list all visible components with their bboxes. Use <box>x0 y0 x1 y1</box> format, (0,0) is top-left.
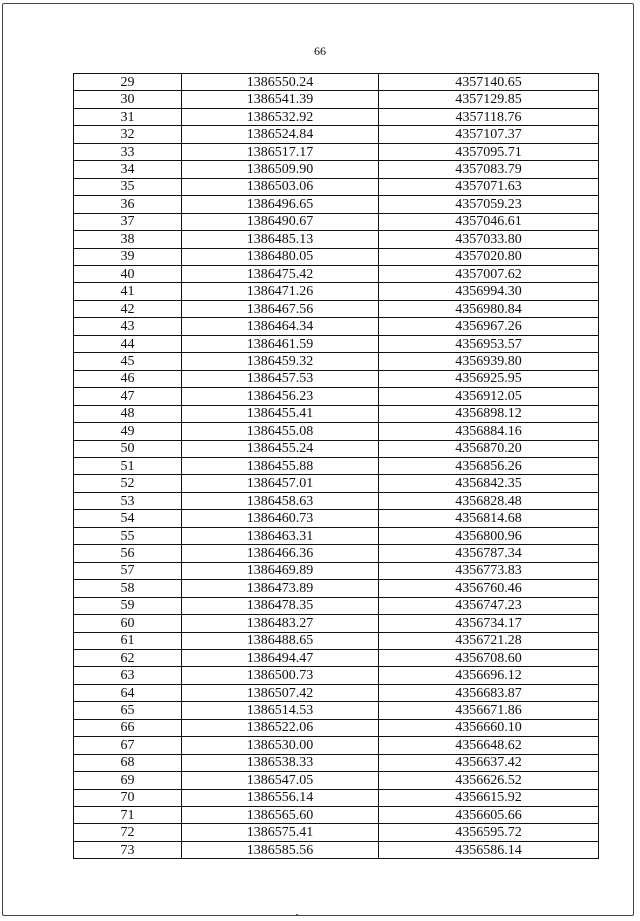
y-coordinate-cell: 4357107.37 <box>379 126 599 143</box>
y-coordinate-cell: 4356856.26 <box>379 457 599 474</box>
table-row <box>74 126 599 143</box>
y-coordinate-cell: 4356884.16 <box>379 423 599 440</box>
y-coordinate-cell: 4356967.26 <box>379 318 599 335</box>
y-coordinate-cell: 4357140.65 <box>379 74 599 91</box>
y-coordinate-cell: 4356828.48 <box>379 492 599 509</box>
x-coordinate-cell: 1386550.24 <box>182 74 379 91</box>
table-row <box>74 667 599 684</box>
point-number-cell: 34 <box>74 161 182 178</box>
y-coordinate-cell: 4356912.05 <box>379 388 599 405</box>
y-coordinate-cell: 4357095.71 <box>379 143 599 160</box>
table-row <box>74 178 599 195</box>
point-number-cell: 73 <box>74 841 182 858</box>
table-row <box>74 527 599 544</box>
table-row <box>74 754 599 771</box>
point-number-cell: 64 <box>74 684 182 701</box>
y-coordinate-cell: 4356595.72 <box>379 824 599 841</box>
x-coordinate-cell: 1386467.56 <box>182 300 379 317</box>
x-coordinate-cell: 1386457.01 <box>182 475 379 492</box>
y-coordinate-cell: 4356605.66 <box>379 807 599 824</box>
point-number-cell: 41 <box>74 283 182 300</box>
point-number-cell: 30 <box>74 91 182 108</box>
table-row <box>74 196 599 213</box>
y-coordinate-cell: 4357129.85 <box>379 91 599 108</box>
table-row <box>74 649 599 666</box>
table-row <box>74 510 599 527</box>
point-number-cell: 59 <box>74 597 182 614</box>
page-number: 66 <box>314 44 326 58</box>
table-row <box>74 108 599 125</box>
point-number-cell: 33 <box>74 143 182 160</box>
y-coordinate-cell: 4356747.23 <box>379 597 599 614</box>
point-number-cell: 42 <box>74 300 182 317</box>
table-row <box>74 213 599 230</box>
table-row <box>74 283 599 300</box>
point-number-cell: 67 <box>74 737 182 754</box>
table-row <box>74 597 599 614</box>
table-row <box>74 702 599 719</box>
point-number-cell: 40 <box>74 265 182 282</box>
y-coordinate-cell: 4356939.80 <box>379 353 599 370</box>
table-row <box>74 318 599 335</box>
x-coordinate-cell: 1386483.27 <box>182 615 379 632</box>
x-coordinate-cell: 1386466.36 <box>182 545 379 562</box>
table-row <box>74 632 599 649</box>
y-coordinate-cell: 4356683.87 <box>379 684 599 701</box>
table-row <box>74 737 599 754</box>
table-row <box>74 719 599 736</box>
table-row <box>74 492 599 509</box>
point-number-cell: 60 <box>74 615 182 632</box>
x-coordinate-cell: 1386575.41 <box>182 824 379 841</box>
table-row <box>74 370 599 387</box>
point-number-cell: 47 <box>74 388 182 405</box>
point-number-cell: 65 <box>74 702 182 719</box>
x-coordinate-cell: 1386471.26 <box>182 283 379 300</box>
point-number-cell: 69 <box>74 772 182 789</box>
y-coordinate-cell: 4356637.42 <box>379 754 599 771</box>
y-coordinate-cell: 4356648.62 <box>379 737 599 754</box>
coordinates-table <box>73 73 599 859</box>
x-coordinate-cell: 1386514.53 <box>182 702 379 719</box>
point-number-cell: 52 <box>74 475 182 492</box>
x-coordinate-cell: 1386469.89 <box>182 562 379 579</box>
x-coordinate-cell: 1386503.06 <box>182 178 379 195</box>
point-number-cell: 48 <box>74 405 182 422</box>
point-number-cell: 53 <box>74 492 182 509</box>
table-row <box>74 300 599 317</box>
point-number-cell: 44 <box>74 335 182 352</box>
x-coordinate-cell: 1386460.73 <box>182 510 379 527</box>
table-row <box>74 824 599 841</box>
y-coordinate-cell: 4357059.23 <box>379 196 599 213</box>
y-coordinate-cell: 4357071.63 <box>379 178 599 195</box>
point-number-cell: 46 <box>74 370 182 387</box>
point-number-cell: 61 <box>74 632 182 649</box>
table-row <box>74 615 599 632</box>
y-coordinate-cell: 4356660.10 <box>379 719 599 736</box>
point-number-cell: 66 <box>74 719 182 736</box>
x-coordinate-cell: 1386490.67 <box>182 213 379 230</box>
y-coordinate-cell: 4356814.68 <box>379 510 599 527</box>
x-coordinate-cell: 1386461.59 <box>182 335 379 352</box>
table-row <box>74 143 599 160</box>
table-row <box>74 405 599 422</box>
table-row <box>74 423 599 440</box>
y-coordinate-cell: 4356586.14 <box>379 841 599 858</box>
point-number-cell: 32 <box>74 126 182 143</box>
x-coordinate-cell: 1386473.89 <box>182 580 379 597</box>
point-number-cell: 68 <box>74 754 182 771</box>
x-coordinate-cell: 1386457.53 <box>182 370 379 387</box>
x-coordinate-cell: 1386464.34 <box>182 318 379 335</box>
y-coordinate-cell: 4356734.17 <box>379 615 599 632</box>
x-coordinate-cell: 1386509.90 <box>182 161 379 178</box>
y-coordinate-cell: 4356721.28 <box>379 632 599 649</box>
x-coordinate-cell: 1386485.13 <box>182 231 379 248</box>
x-coordinate-cell: 1386494.47 <box>182 649 379 666</box>
y-coordinate-cell: 4356671.86 <box>379 702 599 719</box>
x-coordinate-cell: 1386480.05 <box>182 248 379 265</box>
point-number-cell: 54 <box>74 510 182 527</box>
coordinates-table-body <box>74 74 599 859</box>
point-number-cell: 50 <box>74 440 182 457</box>
point-number-cell: 57 <box>74 562 182 579</box>
x-coordinate-cell: 1386496.65 <box>182 196 379 213</box>
y-coordinate-cell: 4357033.80 <box>379 231 599 248</box>
x-coordinate-cell: 1386556.14 <box>182 789 379 806</box>
x-coordinate-cell: 1386459.32 <box>182 353 379 370</box>
point-number-cell: 43 <box>74 318 182 335</box>
point-number-cell: 37 <box>74 213 182 230</box>
point-number-cell: 63 <box>74 667 182 684</box>
x-coordinate-cell: 1386500.73 <box>182 667 379 684</box>
y-coordinate-cell: 4356696.12 <box>379 667 599 684</box>
y-coordinate-cell: 4356615.92 <box>379 789 599 806</box>
point-number-cell: 70 <box>74 789 182 806</box>
y-coordinate-cell: 4356925.95 <box>379 370 599 387</box>
point-number-cell: 45 <box>74 353 182 370</box>
x-coordinate-cell: 1386478.35 <box>182 597 379 614</box>
y-coordinate-cell: 4356898.12 <box>379 405 599 422</box>
x-coordinate-cell: 1386530.00 <box>182 737 379 754</box>
table-row <box>74 353 599 370</box>
point-number-cell: 35 <box>74 178 182 195</box>
x-coordinate-cell: 1386488.65 <box>182 632 379 649</box>
table-row <box>74 457 599 474</box>
table-row <box>74 265 599 282</box>
x-coordinate-cell: 1386455.88 <box>182 457 379 474</box>
table-row <box>74 545 599 562</box>
y-coordinate-cell: 4356760.46 <box>379 580 599 597</box>
point-number-cell: 51 <box>74 457 182 474</box>
point-number-cell: 72 <box>74 824 182 841</box>
y-coordinate-cell: 4357007.62 <box>379 265 599 282</box>
x-coordinate-cell: 1386455.24 <box>182 440 379 457</box>
y-coordinate-cell: 4356980.84 <box>379 300 599 317</box>
y-coordinate-cell: 4356800.96 <box>379 527 599 544</box>
table-row <box>74 91 599 108</box>
table-row <box>74 841 599 858</box>
x-coordinate-cell: 1386547.05 <box>182 772 379 789</box>
table-row <box>74 807 599 824</box>
table-row <box>74 161 599 178</box>
point-number-cell: 49 <box>74 423 182 440</box>
y-coordinate-cell: 4356842.35 <box>379 475 599 492</box>
table-row <box>74 562 599 579</box>
x-coordinate-cell: 1386456.23 <box>182 388 379 405</box>
x-coordinate-cell: 1386475.42 <box>182 265 379 282</box>
table-row <box>74 74 599 91</box>
table-row <box>74 248 599 265</box>
x-coordinate-cell: 1386517.17 <box>182 143 379 160</box>
scan-speck <box>296 914 298 916</box>
x-coordinate-cell: 1386458.63 <box>182 492 379 509</box>
point-number-cell: 38 <box>74 231 182 248</box>
y-coordinate-cell: 4356773.83 <box>379 562 599 579</box>
point-number-cell: 55 <box>74 527 182 544</box>
x-coordinate-cell: 1386455.41 <box>182 405 379 422</box>
y-coordinate-cell: 4357020.80 <box>379 248 599 265</box>
y-coordinate-cell: 4357046.61 <box>379 213 599 230</box>
y-coordinate-cell: 4357118.76 <box>379 108 599 125</box>
y-coordinate-cell: 4357083.79 <box>379 161 599 178</box>
point-number-cell: 31 <box>74 108 182 125</box>
x-coordinate-cell: 1386507.42 <box>182 684 379 701</box>
table-row <box>74 475 599 492</box>
point-number-cell: 36 <box>74 196 182 213</box>
table-row <box>74 789 599 806</box>
table-row <box>74 684 599 701</box>
y-coordinate-cell: 4356787.34 <box>379 545 599 562</box>
table-row <box>74 440 599 457</box>
point-number-cell: 71 <box>74 807 182 824</box>
x-coordinate-cell: 1386524.84 <box>182 126 379 143</box>
y-coordinate-cell: 4356708.60 <box>379 649 599 666</box>
x-coordinate-cell: 1386522.06 <box>182 719 379 736</box>
x-coordinate-cell: 1386565.60 <box>182 807 379 824</box>
y-coordinate-cell: 4356870.20 <box>379 440 599 457</box>
x-coordinate-cell: 1386538.33 <box>182 754 379 771</box>
y-coordinate-cell: 4356953.57 <box>379 335 599 352</box>
point-number-cell: 58 <box>74 580 182 597</box>
x-coordinate-cell: 1386463.31 <box>182 527 379 544</box>
y-coordinate-cell: 4356994.30 <box>379 283 599 300</box>
point-number-cell: 56 <box>74 545 182 562</box>
y-coordinate-cell: 4356626.52 <box>379 772 599 789</box>
point-number-cell: 39 <box>74 248 182 265</box>
x-coordinate-cell: 1386541.39 <box>182 91 379 108</box>
x-coordinate-cell: 1386455.08 <box>182 423 379 440</box>
table-row <box>74 335 599 352</box>
table-row <box>74 388 599 405</box>
table-row <box>74 772 599 789</box>
table-row <box>74 231 599 248</box>
x-coordinate-cell: 1386532.92 <box>182 108 379 125</box>
point-number-cell: 62 <box>74 649 182 666</box>
table-row <box>74 580 599 597</box>
x-coordinate-cell: 1386585.56 <box>182 841 379 858</box>
point-number-cell: 29 <box>74 74 182 91</box>
